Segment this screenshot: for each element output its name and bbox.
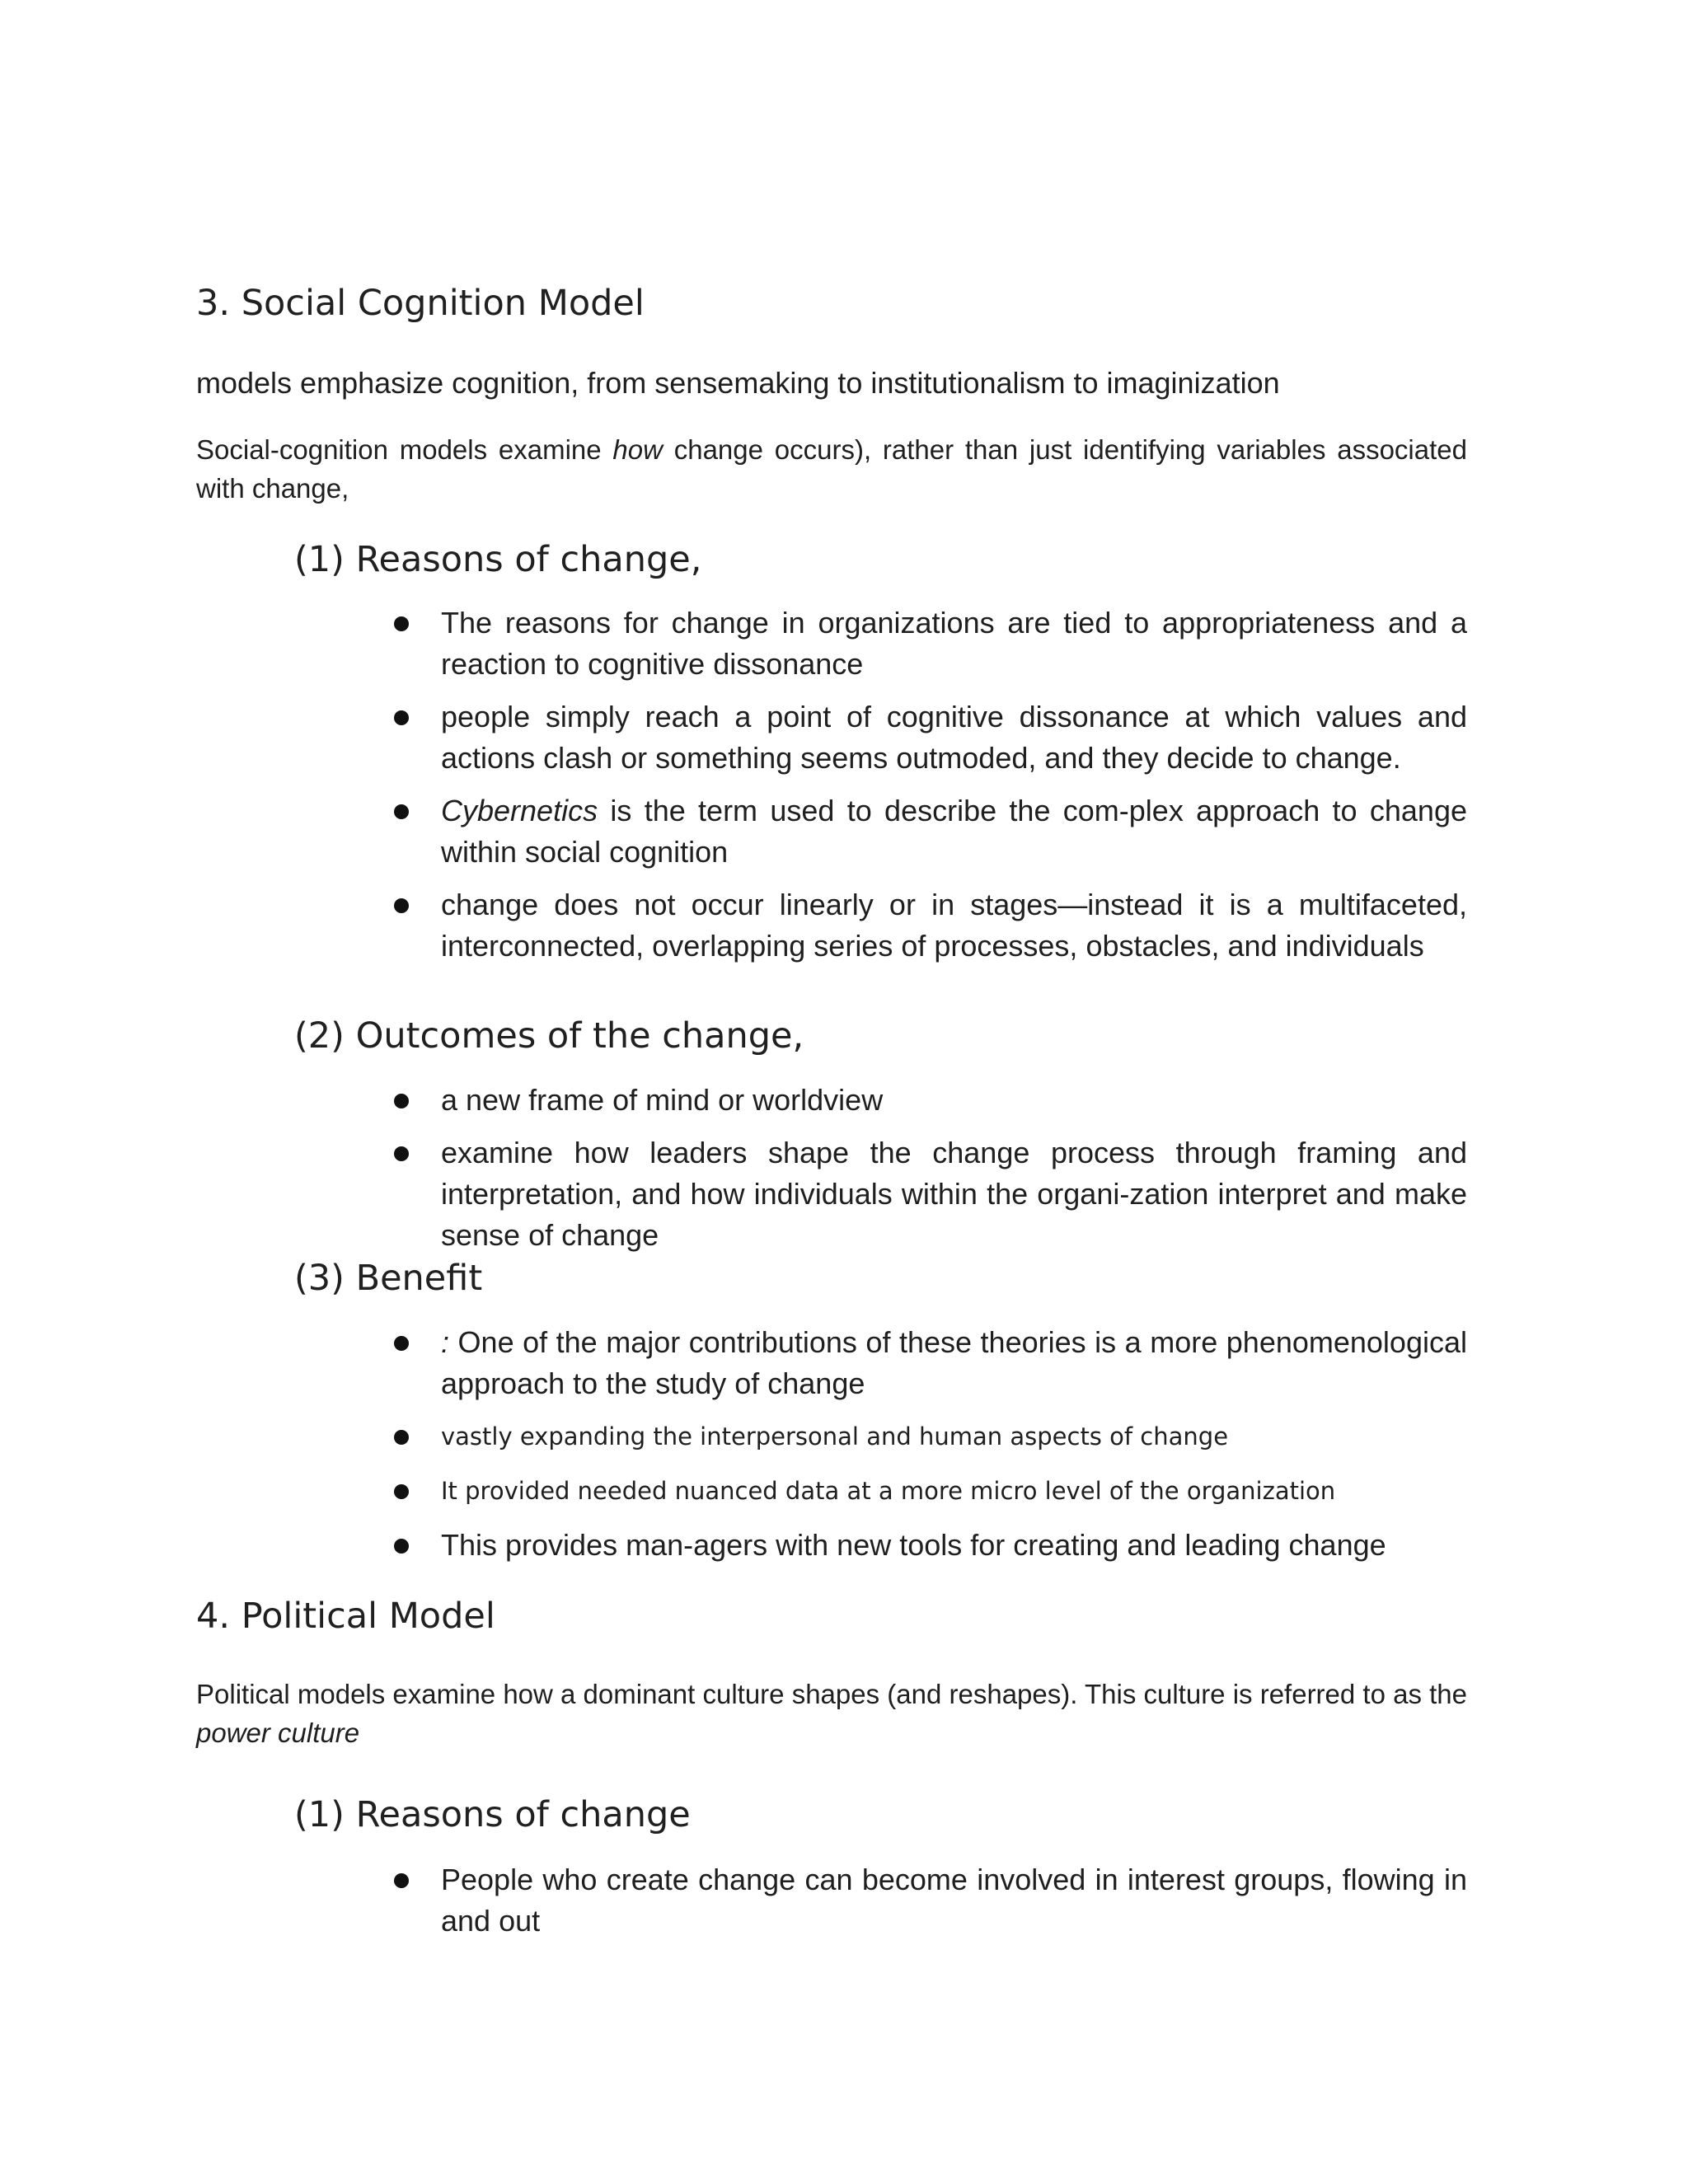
reasons-of-change-heading: (1) Reasons of change, (294, 539, 702, 580)
section-4-paragraph-emphasis: power culture (196, 1718, 360, 1748)
reasons-of-change-list (394, 602, 1467, 978)
bullet-icon (394, 1484, 409, 1499)
list-item-text: One of the major contributions of these theories is a more phenomenological approach to the study of change (441, 1325, 1467, 1400)
list-item (394, 1525, 1467, 1566)
political-reasons-of-change-list (394, 1859, 1467, 1953)
section-4-heading: 4. Political Model (196, 1596, 495, 1637)
list-item (394, 790, 1467, 873)
bullet-icon (394, 1430, 409, 1445)
list-item-text: This provides man-agers with new tools for creating and leading change (441, 1528, 1386, 1562)
bullet-icon (394, 804, 409, 819)
outcomes-of-change-heading: (2) Outcomes of the change, (294, 1015, 804, 1057)
bullet-icon (394, 710, 409, 725)
list-item-text: vastly expanding the interpersonal and human aspects of change (441, 1422, 1229, 1451)
list-item (394, 1080, 1467, 1121)
list-item-text: is the term used to describe the com-plex approach to change within social cognition (441, 794, 1467, 869)
list-item (394, 602, 1467, 685)
list-item-text: people simply reach a point of cognitive dissonance at which values and actions clash or something seems outmoded, and they decide to change. (441, 700, 1467, 775)
list-item-text: The reasons for change in organizations are tied to appropriateness and a reaction to cognitive dissonance (441, 606, 1467, 681)
outcomes-of-change-list (394, 1080, 1467, 1268)
section-4-paragraph (196, 1675, 1467, 1752)
bullet-icon (394, 1146, 409, 1161)
benefit-heading: (3) Benefit (294, 1258, 483, 1299)
benefit-list (394, 1322, 1467, 1577)
list-item-text: It provided needed nuanced data at a more micro level of the organization (441, 1477, 1336, 1505)
section-4-paragraph-start: Political models examine how a dominant culture shapes (and reshapes). This culture is referred to as the (196, 1679, 1468, 1709)
list-item (394, 1416, 1467, 1457)
section-3-heading: 3. Social Cognition Model (196, 283, 645, 324)
list-item-emphasis: : (441, 1325, 450, 1359)
bullet-icon (394, 1094, 409, 1108)
list-item-text: People who create change can become involved in interest groups, flowing in and out (441, 1863, 1467, 1938)
bullet-icon (394, 1873, 409, 1888)
list-item (394, 696, 1467, 779)
section-3-intro: models emphasize cognition, from sensemaking to institutionalism to imaginization (196, 366, 1280, 400)
political-reasons-of-change-heading: (1) Reasons of change (294, 1794, 691, 1835)
bullet-icon (394, 1539, 409, 1554)
section-3-paragraph-end: change occurs), rather than just identifying variables associated with change, (196, 434, 1467, 504)
list-item (394, 1859, 1467, 1942)
bullet-icon (394, 616, 409, 631)
list-item-text: change does not occur linearly or in stages—instead it is a multifaceted, interconnected, overlapping series of processes, obstacles, and individuals (441, 888, 1467, 963)
bullet-icon (394, 898, 409, 913)
section-3-paragraph-emphasis: how (612, 434, 663, 465)
section-3-paragraph (196, 430, 1467, 508)
list-item (394, 1132, 1467, 1256)
list-item (394, 1470, 1467, 1511)
list-item-text: examine how leaders shape the change process through framing and interpretation, and how individuals within the organi-zation interpret and make sense of change (441, 1136, 1467, 1252)
list-item-emphasis: Cybernetics (441, 794, 598, 827)
section-3-paragraph-start: Social-cognition models examine (196, 434, 613, 465)
list-item (394, 884, 1467, 967)
bullet-icon (394, 1336, 409, 1351)
list-item-text: a new frame of mind or worldview (441, 1083, 884, 1117)
list-item (394, 1322, 1467, 1404)
